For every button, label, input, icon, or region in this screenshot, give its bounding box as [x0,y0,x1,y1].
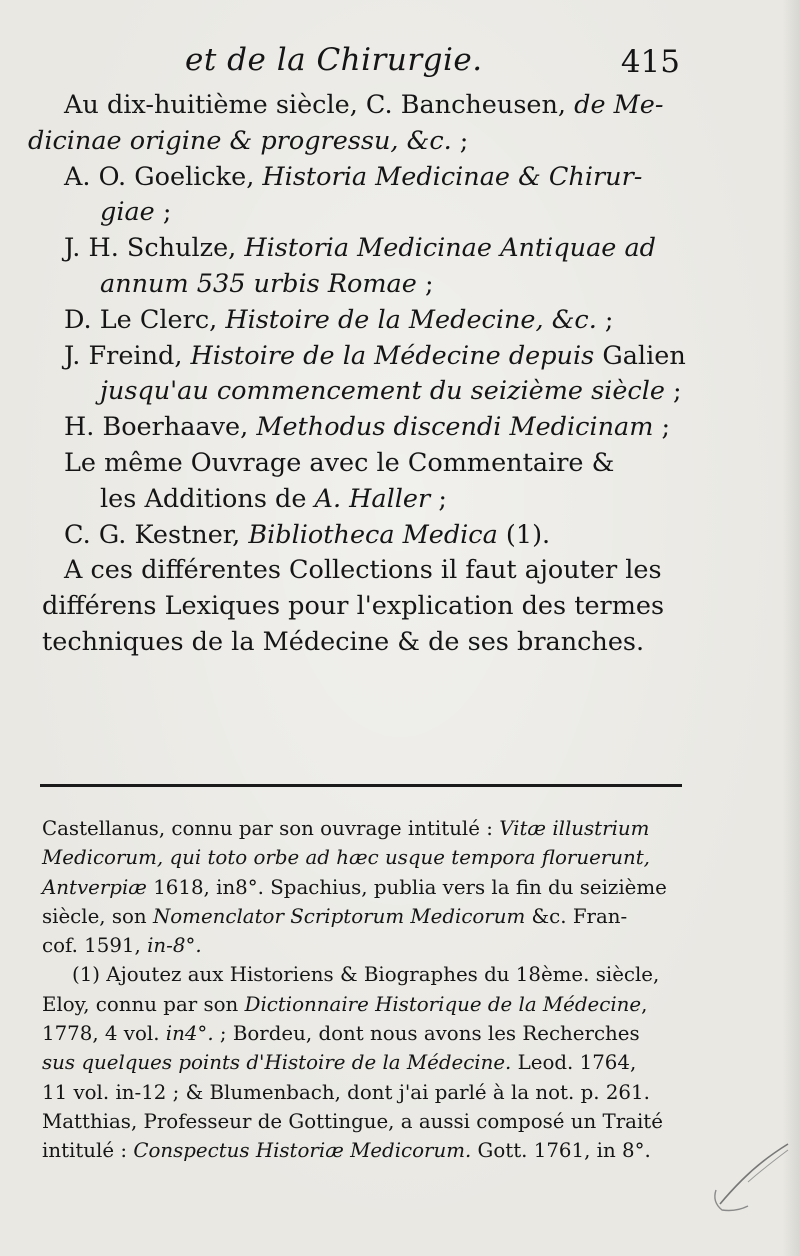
text-line: H. Boerhaave, Methodus discendi Medicinam ; [64,412,671,443]
footnote-line: Matthias, Professeur de Gottingue, a aussi composé un Traité [42,1109,663,1133]
footnote-line: Castellanus, connu par son ouvrage intitulé : Vitæ illustrium [42,817,650,840]
page-number: 415 [620,44,680,80]
text-line: les Additions de A. Haller ; [100,483,447,514]
text-line: D. Le Clerc, Histoire de la Medecine, &c. ; [64,304,614,335]
text-line: dicinae origine & progressu, &c. ; [28,125,469,156]
text-line: jusqu'au commencement du seizième siècle ; [100,376,682,407]
text-line: annum 535 urbis Romae ; [100,268,434,299]
footnote-line: 11 vol. in-12 ; & Blumenbach, dont j'ai parlé à la not. p. 261. [42,1080,650,1104]
text-line: J. Freind, Histoire de la Médecine depuis Galien [64,340,686,371]
text-line: A ces différentes Collections il faut ajouter les [64,555,662,586]
text-line: Au dix-huitième siècle, C. Bancheusen, de Me- [64,90,664,120]
main-text [28,88,688,661]
page-header [180,40,680,90]
text-line: techniques de la Médecine & de ses branches. [42,626,645,657]
footnote-line: Eloy, connu par son Dictionnaire Historique de la Médecine, [42,992,648,1016]
text-line: différens Lexiques pour l'explication des termes [42,591,665,622]
footnote-line: siècle, son Nomenclator Scriptorum Medicorum &c. Fran- [42,904,628,928]
running-head: et de la Chirurgie. [185,42,483,78]
footnote-line: Medicorum, qui toto orbe ad hæc usque tempora floruerunt, [42,846,650,870]
text-line: J. H. Schulze, Historia Medicinae Antiquae ad [64,233,656,264]
text-line: C. G. Kestner, Bibliotheca Medica (1). [64,519,551,550]
text-line: A. O. Goelicke, Historia Medicinae & Chirur- [64,161,643,192]
footnote-line: intitulé : Conspectus Historiæ Medicorum. Gott. 1761, in 8°. [42,1139,651,1163]
page-edge-shadow [782,0,800,1256]
footnote-line: Antverpiæ 1618, in8°. Spachius, publia vers la fin du seizième [42,875,667,899]
footnotes [42,814,706,1166]
footnote-line: cof. 1591, in-8°. [42,934,202,958]
footnote-rule [40,784,682,787]
text-line: giae ; [100,197,172,228]
footnote-line: sus quelques points d'Histoire de la Médecine. Leod. 1764, [42,1051,637,1075]
footnote-line: 1778, 4 vol. in4°. ; Bordeu, dont nous avons les Recherches [42,1022,640,1046]
text-line: Le même Ouvrage avec le Commentaire & [64,447,615,478]
pencil-mark-icon [702,1130,792,1220]
footnote-line: (1) Ajoutez aux Historiens & Biographes du 18ème. siècle, [72,963,660,987]
